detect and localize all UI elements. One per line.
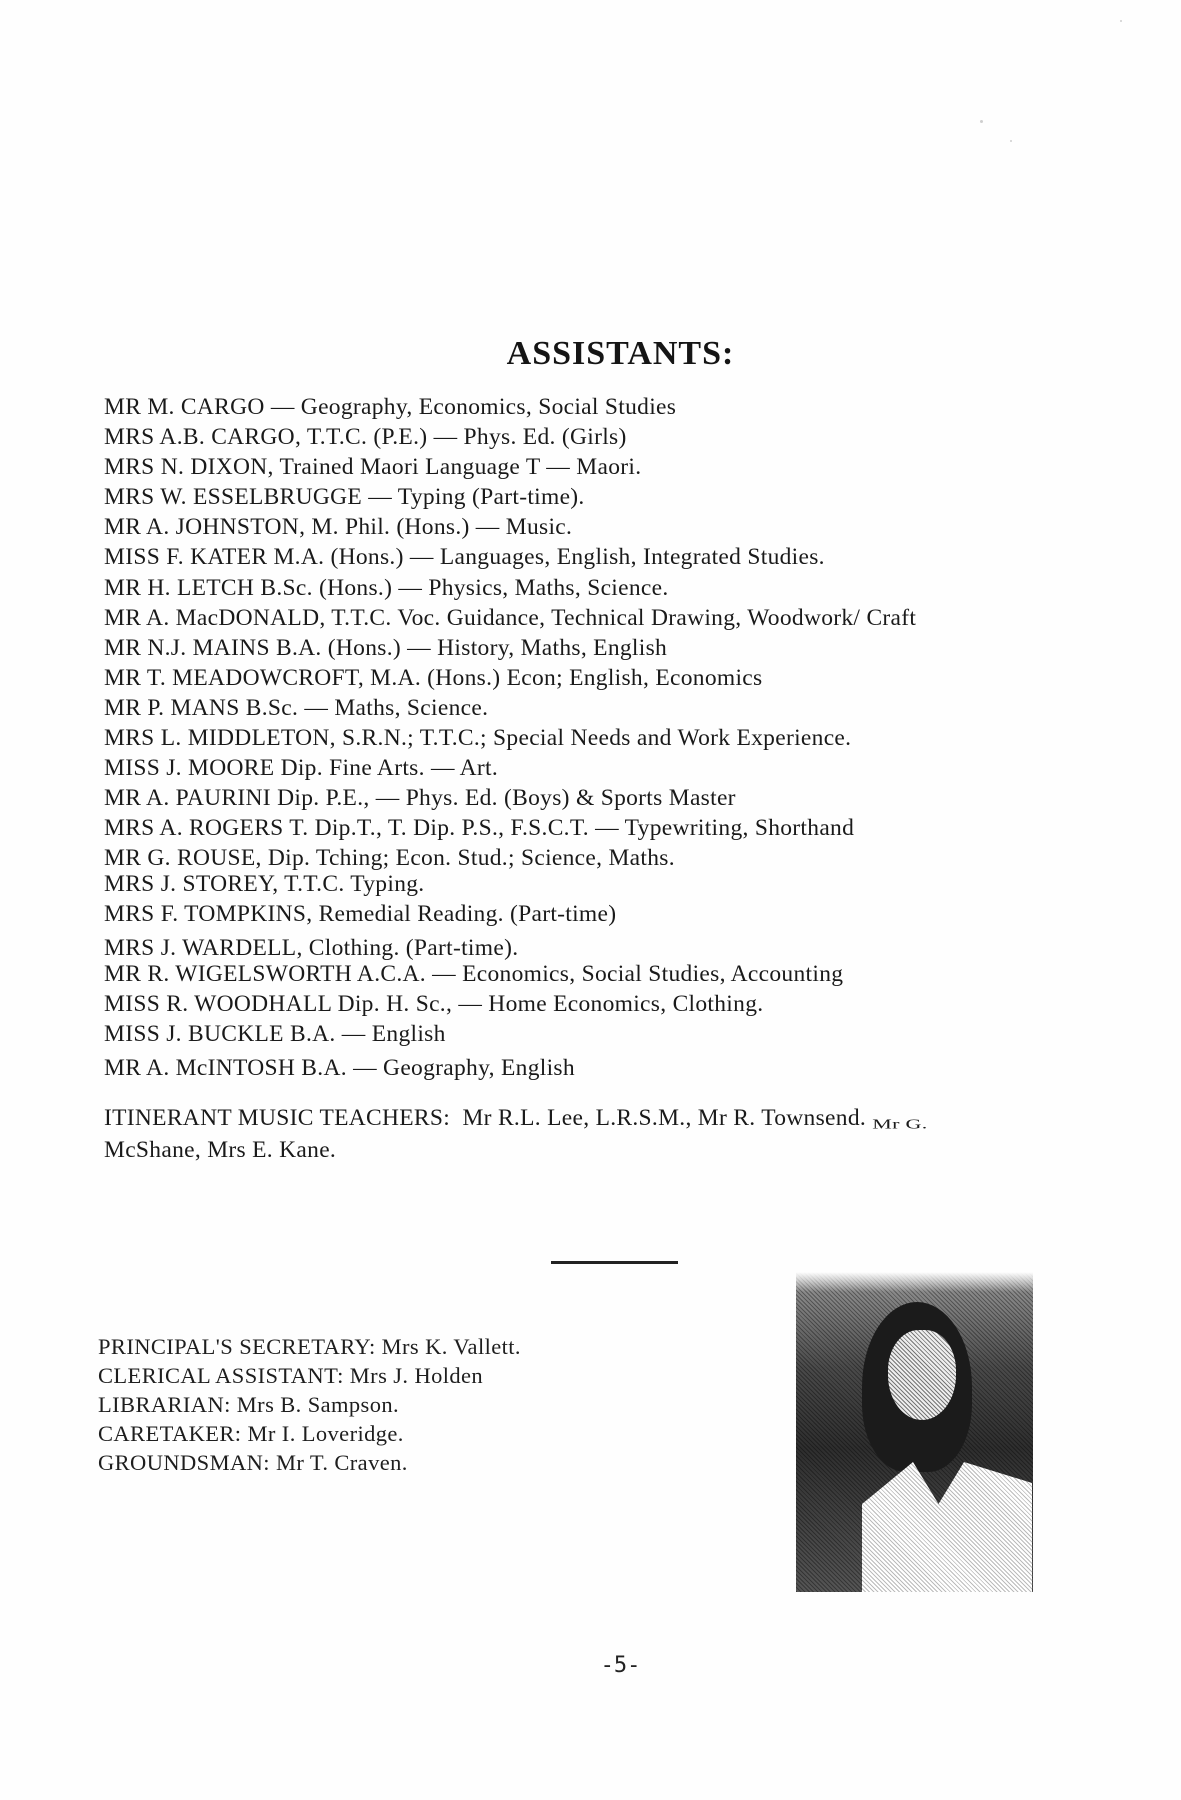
staff-entry: MISS J. BUCKLE B.A. — English — [104, 1020, 446, 1047]
scan-speck — [980, 120, 983, 123]
staff-entry: MR A. MacDONALD, T.T.C. Voc. Guidance, Technical Drawing, Woodwork/ Craft — [104, 604, 917, 631]
staff-portrait-photo — [796, 1272, 1033, 1592]
staff-entry: MR A. PAURINI Dip. P.E., — Phys. Ed. (Boys) & Sports Master — [104, 785, 736, 812]
portrait-shirt — [862, 1462, 1032, 1592]
office-entry: CLERICAL ASSISTANT: Mrs J. Holden — [98, 1363, 484, 1388]
staff-entry: MISS F. KATER M.A. (Hons.) — Languages, English, Integrated Studies. — [104, 544, 825, 571]
scan-speck — [1010, 140, 1012, 142]
scan-speck — [1120, 20, 1122, 22]
itinerant-names: Mr R.L. Lee, L.R.S.M., Mr R. Townsend. — [462, 1105, 867, 1131]
staff-entry: MR P. MANS B.Sc. — Maths, Science. — [104, 694, 489, 721]
itinerant-names-truncated: Mr G. — [872, 1116, 928, 1132]
staff-entry: MRS A. ROGERS T. Dip.T., T. Dip. P.S., F.S.C.T. — Typewriting, Shorthand — [104, 815, 855, 842]
itinerant-names-continued: McShane, Mrs E. Kane. — [104, 1137, 337, 1163]
staff-entry: MR G. ROUSE, Dip. Tching; Econ. Stud.; Science, Maths. — [104, 845, 675, 872]
office-staff-list — [98, 1332, 521, 1477]
portrait-face — [888, 1330, 956, 1420]
section-heading: ASSISTANTS: — [506, 334, 735, 372]
staff-entry: MR A. McINTOSH B.A. — Geography, English — [104, 1055, 575, 1082]
office-entry: CARETAKER: Mr I. Loveridge. — [98, 1421, 404, 1446]
staff-entry: MRS W. ESSELBRUGGE — Typing (Part-time). — [104, 484, 585, 511]
section-divider — [551, 1261, 678, 1264]
itinerant-label: ITINERANT MUSIC TEACHERS: — [104, 1105, 451, 1131]
staff-entry: MR R. WIGELSWORTH A.C.A. — Economics, Social Studies, Accounting — [104, 960, 844, 987]
office-entry: GROUNDSMAN: Mr T. Craven. — [98, 1450, 408, 1475]
office-entry: PRINCIPAL'S SECRETARY: Mrs K. Vallett. — [98, 1334, 521, 1359]
staff-entry: MRS F. TOMPKINS, Remedial Reading. (Part-time) — [104, 900, 617, 927]
staff-entry: MRS J. STOREY, T.T.C. Typing. — [104, 870, 425, 897]
staff-entry: MRS L. MIDDLETON, S.R.N.; T.T.C.; Special Needs and Work Experience. — [104, 725, 852, 752]
staff-entry: MRS N. DIXON, Trained Maori Language T — Maori. — [104, 454, 642, 481]
portrait-top-fade — [796, 1272, 1033, 1292]
itinerant-music-teachers — [104, 1102, 1164, 1166]
assistants-list — [104, 392, 1164, 1083]
office-entry: LIBRARIAN: Mrs B. Sampson. — [98, 1392, 400, 1417]
page-number: -5- — [600, 1653, 641, 1678]
staff-entry: MISS J. MOORE Dip. Fine Arts. — Art. — [104, 755, 499, 782]
staff-entry: MR M. CARGO — Geography, Economics, Social Studies — [104, 394, 677, 420]
staff-entry: MR H. LETCH B.Sc. (Hons.) — Physics, Maths, Science. — [104, 574, 669, 601]
staff-entry: MR N.J. MAINS B.A. (Hons.) — History, Maths, English — [104, 634, 668, 661]
staff-entry: MR T. MEADOWCROFT, M.A. (Hons.) Econ; English, Economics — [104, 664, 763, 691]
staff-entry: MISS R. WOODHALL Dip. H. Sc., — Home Economics, Clothing. — [104, 990, 764, 1017]
staff-entry: MR A. JOHNSTON, M. Phil. (Hons.) — Music. — [104, 514, 573, 541]
staff-entry: MRS A.B. CARGO, T.T.C. (P.E.) — Phys. Ed. (Girls) — [104, 424, 627, 451]
staff-entry: MRS J. WARDELL, Clothing. (Part-time). — [104, 934, 519, 961]
